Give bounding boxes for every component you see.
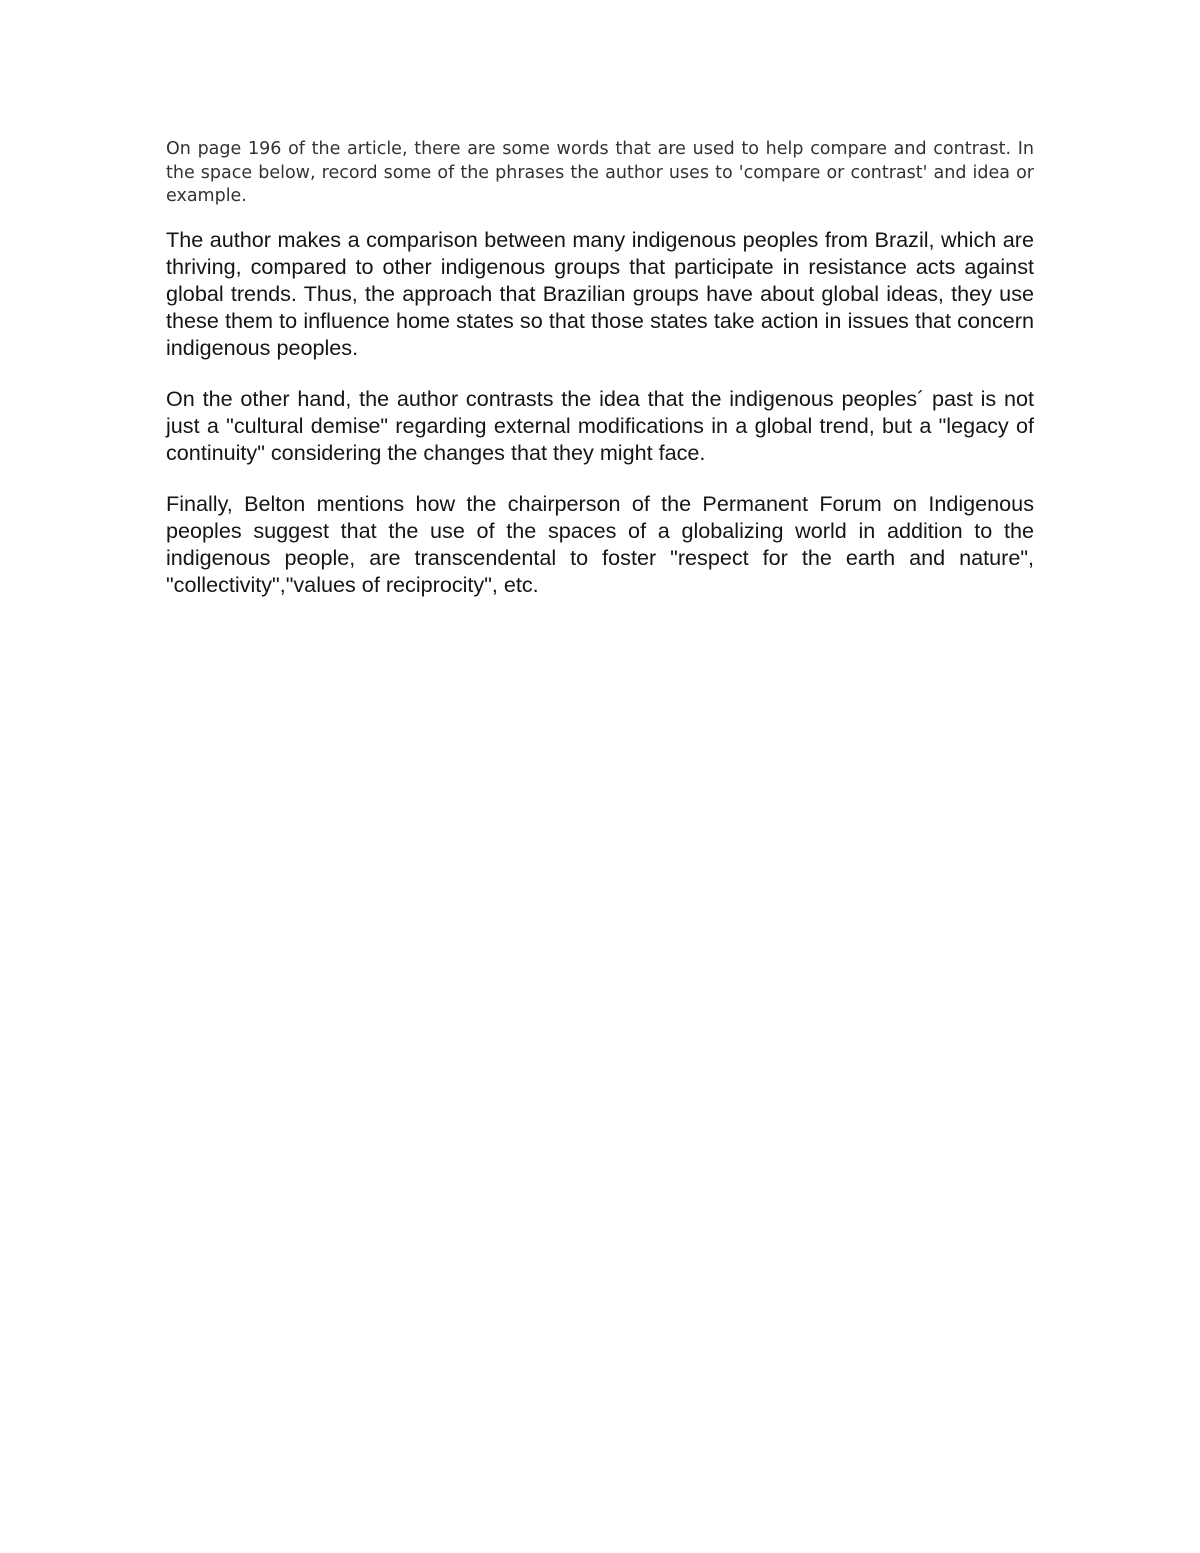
- document-body: [166, 138, 1034, 622]
- answer-paragraph-conclusion: Finally, Belton mentions how the chairperson of the Permanent Forum on Indigenous peoples suggest that the use of the spaces of a globalizing world in addition to the indigenous people, are transcendental to foster "respect for the earth and nature", "collectivity","values of reciprocity", etc.: [166, 490, 1034, 597]
- answer-paragraph-contrast: On the other hand, the author contrasts the idea that the indigenous peoples´ past is not just a "cultural demise" regarding external modifications in a global trend, but a "legacy of continuity" considering the changes that they might face.: [166, 385, 1034, 465]
- answer-paragraph-comparison: The author makes a comparison between many indigenous peoples from Brazil, which are thriving, compared to other indigenous groups that participate in resistance acts against global trends. Thus, the approach that Brazilian groups have about global ideas, they use these them to influence home states so that those states take action in issues that concern indigenous peoples.: [166, 226, 1034, 360]
- assignment-prompt: On page 196 of the article, there are some words that are used to help compare and contrast. In the space below, record some of the phrases the author uses to 'compare or contrast' and idea or example.: [166, 139, 1034, 206]
